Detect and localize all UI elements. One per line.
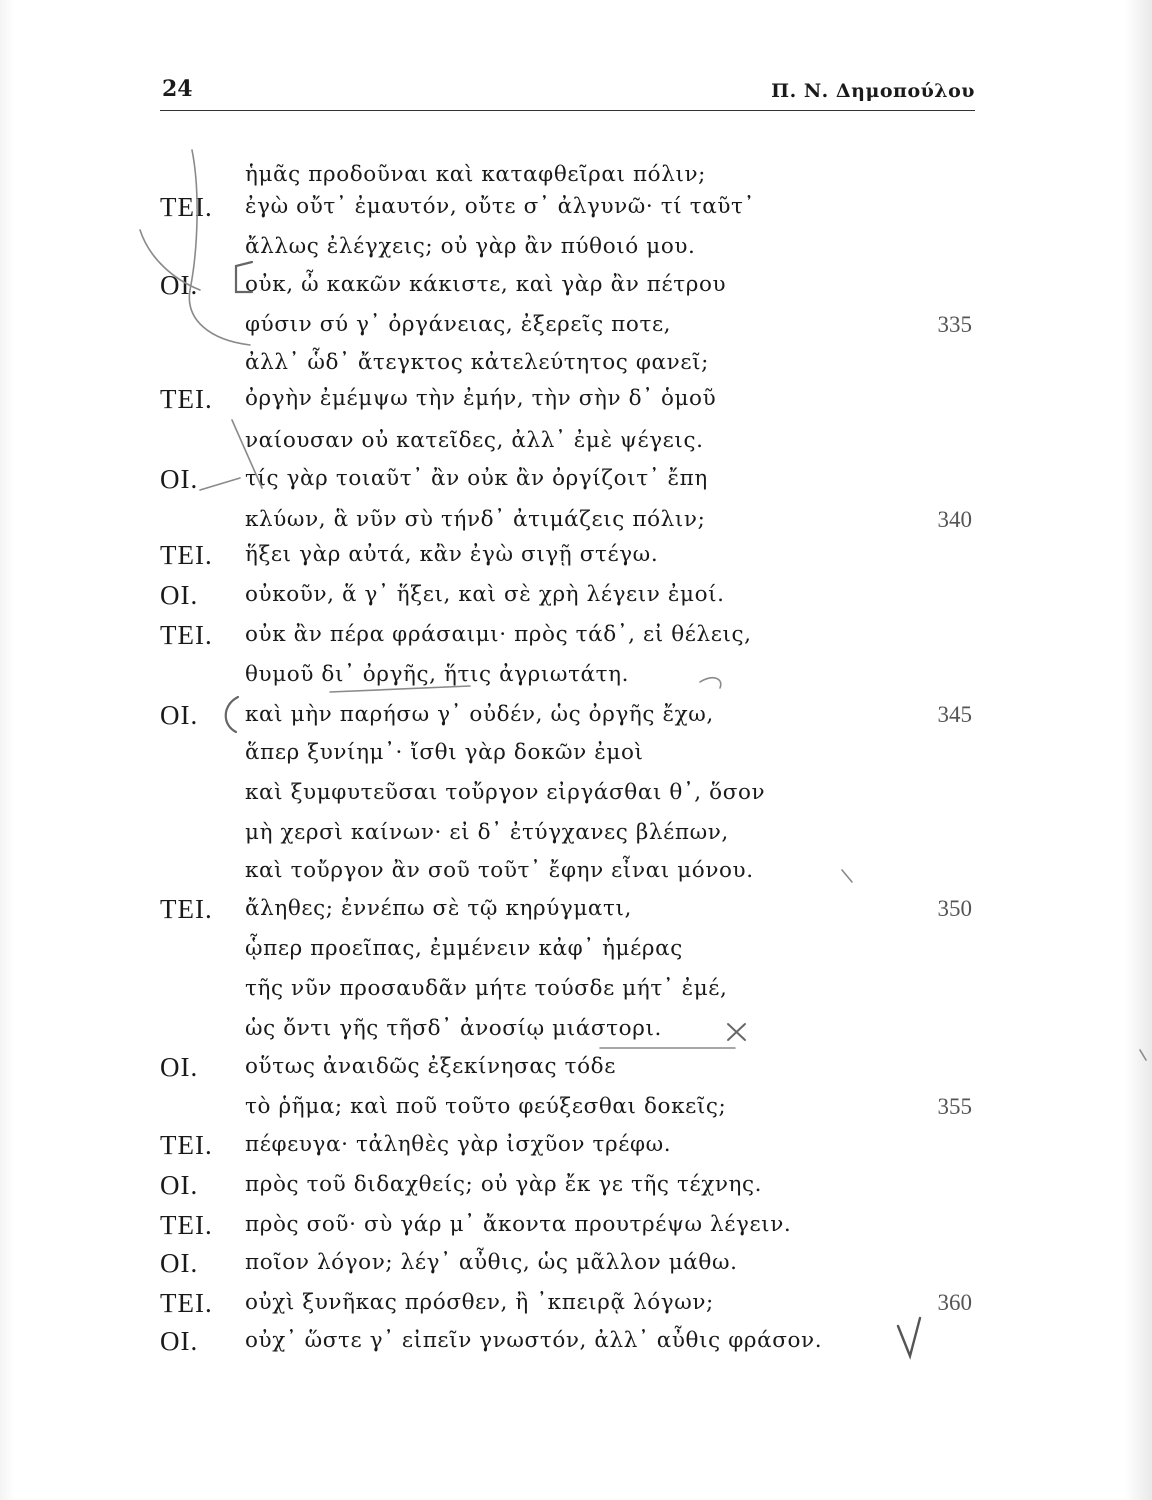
verse-text: πέφευγα· τἀληθὲς γὰρ ἰσχῦον τρέφω. [245, 1132, 672, 1157]
verse-text: πρὸς τοῦ διδαχθείς; οὐ γὰρ ἔκ γε τῆς τέχνης. [245, 1172, 763, 1197]
speaker-label: ΤΕΙ. [160, 1210, 213, 1240]
verse-line [0, 1288, 1152, 1326]
verse-text: ᾧπερ προεῖπας, ἐμμένειν κἀφ᾽ ἡμέρας [245, 936, 683, 961]
line-number: 345 [937, 702, 972, 727]
verse-line [0, 620, 1152, 658]
verse-text: τὸ ῥῆμα; καὶ ποῦ τοῦτο φεύξεσθαι δοκεῖς; [245, 1094, 727, 1119]
verse-text: οὐχὶ ξυνῆκας πρόσθεν, ἢ ᾽κπειρᾷ λόγων; [245, 1290, 714, 1315]
verse-text: ἐγὼ οὔτ᾽ ἐμαυτόν, οὔτε σ᾽ ἀλγυνῶ· τί ταῦτ᾽ [245, 194, 755, 219]
verse-text: ὡς ὄντι γῆς τῆσδ᾽ ἀνοσίῳ μιάστορι. [245, 1016, 662, 1041]
verse-text: ἥξει γὰρ αὐτά, κἂν ἐγὼ σιγῇ στέγω. [245, 542, 659, 567]
verse-text: καὶ μὴν παρήσω γ᾽ οὐδέν, ὡς ὀργῆς ἔχω, [245, 702, 714, 727]
verse-text: ἅπερ ξυνίημ᾽· ἴσθι γὰρ δοκῶν ἐμοὶ [245, 740, 644, 765]
verse-line [0, 464, 1152, 502]
verse-line [0, 1014, 1152, 1052]
page-header [160, 76, 975, 111]
verse-line [0, 934, 1152, 972]
running-title: Π. Ν. Δημοπούλου [771, 80, 975, 102]
verse-text: ναίουσαν οὐ κατεῖδες, ἀλλ᾽ ἐμὲ ψέγεις. [245, 428, 704, 453]
speaker-label: ΤΕΙ. [160, 384, 213, 414]
verse-line [0, 505, 1152, 543]
page-number: 24 [162, 76, 193, 102]
verse-line [0, 1210, 1152, 1248]
verse-line [0, 738, 1152, 776]
verse-line [0, 426, 1152, 464]
verse-text: ἄλλως ἐλέγχεις; οὐ γὰρ ἂν πύθοιό μου. [245, 234, 696, 259]
verse-line [0, 348, 1152, 386]
verse-line [0, 856, 1152, 894]
verse-line [0, 778, 1152, 816]
verse-line [0, 232, 1152, 270]
verse-text: οὐκ, ὦ κακῶν κάκιστε, καὶ γὰρ ἂν πέτρου [245, 272, 727, 297]
verse-line [0, 1130, 1152, 1168]
verse-line [0, 660, 1152, 698]
verse-text: ποῖον λόγον; λέγ᾽ αὖθις, ὡς μᾶλλον μάθω. [245, 1250, 738, 1275]
verse-text: φύσιν σύ γ᾽ ὀργάνειας, ἐξερεῖς ποτε, [245, 312, 672, 337]
speaker-label: ΤΕΙ. [160, 1130, 213, 1160]
verse-text: μὴ χερσὶ καίνων· εἰ δ᾽ ἐτύγχανες βλέπων, [245, 820, 729, 845]
verse-line [0, 974, 1152, 1012]
verse-line [0, 818, 1152, 856]
speaker-label: ΤΕΙ. [160, 540, 213, 570]
verse-text: καὶ τοὔργον ἂν σοῦ τοῦτ᾽ ἔφην εἶναι μόνου. [245, 858, 754, 883]
verse-text: τῆς νῦν προσαυδᾶν μήτε τούσδε μήτ᾽ ἐμέ, [245, 976, 728, 1001]
speaker-label: ΟΙ. [160, 1052, 199, 1082]
verse-line [0, 700, 1152, 738]
speaker-label: ΟΙ. [160, 700, 199, 730]
speaker-label: ΤΕΙ. [160, 620, 213, 650]
verse-text: ἀλλ᾽ ὧδ᾽ ἄτεγκτος κἀτελεύτητος φανεῖ; [245, 350, 709, 375]
speaker-label: ΟΙ. [160, 1326, 199, 1356]
verse-line [0, 270, 1152, 308]
speaker-label: ΤΕΙ. [160, 192, 213, 222]
line-number: 355 [937, 1094, 972, 1119]
speaker-label: ΤΕΙ. [160, 894, 213, 924]
line-number: 335 [937, 312, 972, 337]
verse-text: καὶ ξυμφυτεῦσαι τοὔργον εἰργάσθαι θ᾽, ὅσον [245, 780, 766, 805]
verse-line [0, 1092, 1152, 1130]
verse-line [0, 310, 1152, 348]
verse-line [0, 1052, 1152, 1090]
speaker-label: ΟΙ. [160, 464, 199, 494]
verse-line [0, 192, 1152, 230]
verse-text: τίς γὰρ τοιαῦτ᾽ ἂν οὐκ ἂν ὀργίζοιτ᾽ ἔπη [245, 466, 708, 491]
verse-text: οὕτως ἀναιδῶς ἐξεκίνησας τόδε [245, 1054, 616, 1079]
verse-text: πρὸς σοῦ· σὺ γάρ μ᾽ ἄκοντα προυτρέψω λέγειν. [245, 1212, 792, 1237]
verse-line [0, 1248, 1152, 1286]
speaker-label: ΟΙ. [160, 580, 199, 610]
verse-text: θυμοῦ δι᾽ ὀργῆς, ἥτις ἀγριωτάτη. [245, 662, 630, 687]
verse-line [0, 580, 1152, 618]
verse-text: οὐχ᾽ ὥστε γ᾽ εἰπεῖν γνωστόν, ἀλλ᾽ αὖθις φράσον. [245, 1328, 823, 1353]
verse-text: οὐκοῦν, ἅ γ᾽ ἥξει, καὶ σὲ χρὴ λέγειν ἐμοί. [245, 582, 725, 607]
speaker-label: ΟΙ. [160, 1248, 199, 1278]
speaker-label: ΟΙ. [160, 270, 199, 300]
speaker-label: ΟΙ. [160, 1170, 199, 1200]
verse-text: κλύων, ἃ νῦν σὺ τήνδ᾽ ἀτιμάζεις πόλιν; [245, 507, 706, 532]
verse-line [0, 1170, 1152, 1208]
verse-line [0, 1326, 1152, 1364]
speaker-label: ΤΕΙ. [160, 1288, 213, 1318]
verse-text: ἄληθες; ἐννέπω σὲ τῷ κηρύγματι, [245, 896, 632, 921]
line-number: 340 [937, 507, 972, 532]
line-number: 360 [937, 1290, 972, 1315]
verse-line [0, 384, 1152, 422]
line-number: 350 [937, 896, 972, 921]
verse-line [0, 894, 1152, 932]
verse-text: οὐκ ἂν πέρα φράσαιμι· πρὸς τάδ᾽, εἰ θέλεις, [245, 622, 752, 647]
verse-text: ὀργὴν ἐμέμψω τὴν ἐμήν, τὴν σὴν δ᾽ ὁμοῦ [245, 386, 717, 411]
verse-line [0, 540, 1152, 578]
verse-text: ἡμᾶς προδοῦναι καὶ καταφθεῖραι πόλιν; [245, 162, 706, 187]
